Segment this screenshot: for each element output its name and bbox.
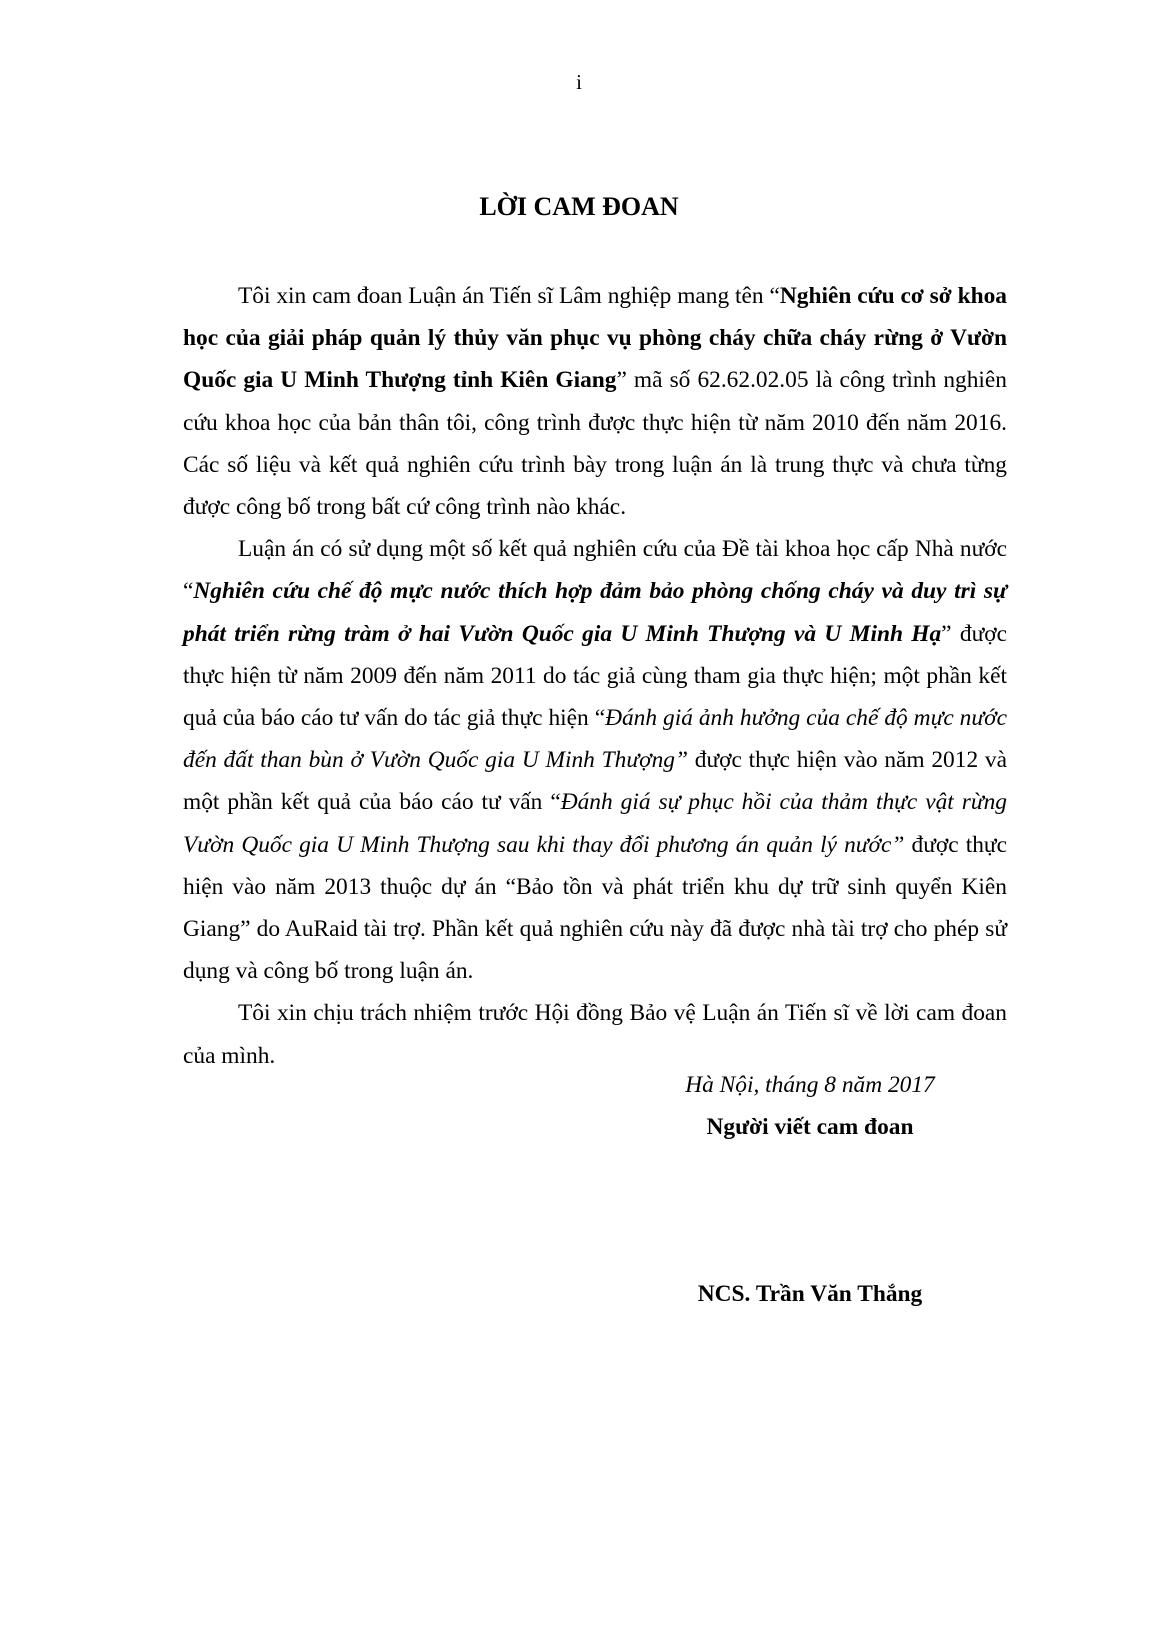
signature-role: Người viết cam đoan bbox=[706, 1114, 914, 1140]
report-title: Đánh giá sự phục hồi của thảm thực vật rừng Vườn Quốc gia U Minh Thượng sau khi thay đổi phương án quản lý nước” bbox=[183, 789, 1007, 858]
declaration-body bbox=[183, 275, 1007, 1077]
page-title: LỜI CAM ĐOAN bbox=[479, 192, 679, 221]
signature-place-date: Hà Nội, tháng 8 năm 2017 bbox=[685, 1072, 935, 1098]
paragraph-text: Luận án có sử dụng một số kết quả nghiên cứu của Đề tài khoa học cấp Nhà nước “ bbox=[183, 536, 1007, 605]
project-title: Nghiên cứu chế độ mực nước thích hợp đảm bảo phòng chống cháy và duy trì sự phát triển rừng tràm ở hai Vườn Quốc gia U Minh Thượng và U Minh Hạ bbox=[183, 578, 1007, 647]
paragraph-text: Tôi xin chịu trách nhiệm trước Hội đồng Bảo vệ Luận án Tiến sĩ về lời cam đoan của mình. bbox=[183, 1000, 1007, 1069]
paragraph-sources bbox=[183, 528, 1007, 992]
paragraph-responsibility bbox=[183, 992, 1007, 1076]
paragraph-text: được thực hiện vào năm 2012 và một phần kết quả của báo cáo tư vấn “ bbox=[183, 747, 1008, 816]
paragraph-text: ” mã số 62.62.02.05 là công trình nghiên cứu khoa học của bản thân tôi, công trình được thực hiện từ năm 2010 đến năm 2016. Các số liệu và kết quả nghiên cứu trình bày trong luận án là trung thực và chưa từng được công bố trong bất cứ công trình nào khác. bbox=[183, 367, 1007, 521]
paragraph-text: Tôi xin cam đoan Luận án Tiến sĩ Lâm nghiệp mang tên “ bbox=[238, 283, 780, 309]
thesis-title: Nghiên cứu cơ sở khoa học của giải pháp quản lý thủy văn phục vụ phòng cháy chữa cháy rừng ở Vườn Quốc gia U Minh Thượng tỉnh Kiên Giang bbox=[183, 283, 1007, 394]
page-number: i bbox=[576, 70, 582, 94]
paragraph-thesis-declaration bbox=[183, 275, 1007, 528]
paragraph-text: ” được thực hiện từ năm 2009 đến năm 2011 do tác giả cùng tham gia thực hiện; một phần kết quả của báo cáo tư vấn do tác giả thực hiện “ bbox=[183, 620, 1007, 732]
report-title: Đánh giá ảnh hưởng của chế độ mực nước đến đất than bùn ở Vườn Quốc gia U Minh Thượng” bbox=[183, 705, 1007, 774]
signature-name: NCS. Trần Văn Thắng bbox=[697, 1281, 923, 1307]
paragraph-text: được thực hiện vào năm 2013 thuộc dự án “Bảo tồn và phát triển khu dự trữ sinh quyển Kiên Giang” do AuRaid tài trợ. Phần kết quả nghiên cứu này đã được nhà tài trợ cho phép sử dụng và công bố trong luận án. bbox=[183, 831, 1007, 985]
